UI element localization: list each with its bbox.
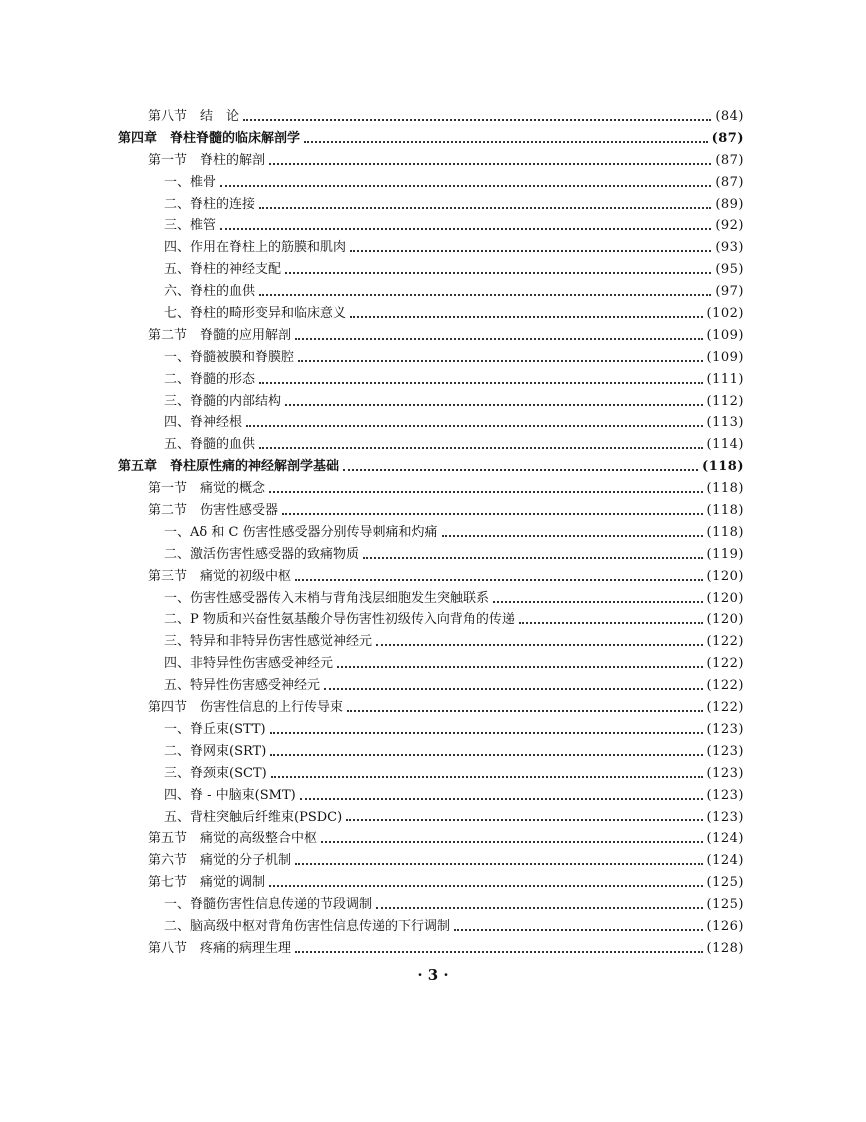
toc-subsection[interactable]	[118, 675, 744, 697]
toc-subsection[interactable]	[118, 347, 744, 369]
toc-entry-title: 二、脊网束(SRT)	[164, 743, 267, 759]
toc-chapter[interactable]	[118, 128, 744, 150]
dot-leader	[442, 535, 703, 537]
toc-entry-page: (109)	[706, 349, 744, 365]
toc-entry-page: (109)	[706, 327, 744, 343]
toc-entry-page: (112)	[706, 393, 744, 409]
toc-entry-page: (122)	[706, 634, 744, 650]
toc-entry-title: 二、脊髓的形态	[164, 371, 256, 387]
toc-entry-page: (89)	[715, 196, 744, 212]
toc-entry-page: (102)	[706, 306, 744, 322]
toc-subsection[interactable]	[118, 434, 744, 456]
toc-subsection[interactable]	[118, 281, 744, 303]
dot-leader	[519, 622, 703, 624]
toc-entry-title: 第四节 伤害性信息的上行传导束	[148, 700, 344, 716]
toc-subsection[interactable]	[118, 588, 744, 610]
dot-leader	[454, 929, 703, 931]
toc-entry-page: (118)	[706, 503, 744, 519]
toc-entry-page: (123)	[706, 809, 744, 825]
toc-entry-page: (122)	[706, 700, 744, 716]
toc-entry-title: 四、脊 - 中脑束(SMT)	[164, 787, 296, 803]
toc-entry-page: (87)	[715, 174, 744, 190]
toc-section[interactable]	[118, 938, 744, 960]
toc-section[interactable]	[118, 850, 744, 872]
toc-subsection[interactable]	[118, 631, 744, 653]
toc-section[interactable]	[118, 106, 744, 128]
toc-subsection[interactable]	[118, 894, 744, 916]
toc-entry-title: 第一节 脊柱的解剖	[148, 152, 266, 168]
toc-entry-page: (128)	[706, 940, 744, 956]
toc-entry-page: (93)	[715, 240, 744, 256]
dot-leader	[300, 798, 703, 800]
toc-entry-title: 三、椎管	[164, 218, 217, 234]
toc-entry-title: 三、脊髓的内部结构	[164, 393, 282, 409]
toc-entry-title: 第一节 痛觉的概念	[148, 481, 266, 497]
toc-section[interactable]	[118, 325, 744, 347]
toc-entry-page: (122)	[706, 678, 744, 694]
toc-entry-page: (111)	[706, 371, 744, 387]
dot-leader	[270, 732, 703, 734]
toc-entry-title: 一、脊丘束(STT)	[164, 721, 266, 737]
toc-entry-page: (84)	[715, 109, 744, 124]
toc-section[interactable]	[118, 828, 744, 850]
dot-leader	[259, 294, 711, 296]
dot-leader	[243, 119, 711, 121]
toc-entry-page: (124)	[706, 853, 744, 869]
dot-leader	[285, 272, 711, 274]
toc-entry-page: (118)	[702, 459, 744, 475]
toc-entry-title: 二、激活伤害性感受器的致痛物质	[164, 546, 360, 562]
toc-subsection[interactable]	[118, 369, 744, 391]
toc-entry-page: (95)	[715, 262, 744, 278]
toc-chapter[interactable]	[118, 456, 744, 478]
toc-subsection[interactable]	[118, 194, 744, 216]
dot-leader	[376, 644, 703, 646]
dot-leader	[350, 316, 703, 318]
dot-leader	[295, 951, 703, 953]
dot-leader	[337, 666, 703, 668]
toc-entry-page: (120)	[706, 568, 744, 584]
toc-entry-title: 五、脊柱的神经支配	[164, 262, 282, 278]
toc-entry-page: (126)	[706, 918, 744, 934]
toc-entry-title: 五、背柱突触后纤维束(PSDC)	[164, 809, 343, 825]
toc-section[interactable]	[118, 150, 744, 172]
toc-entry-page: (97)	[715, 284, 744, 300]
toc-subsection[interactable]	[118, 609, 744, 631]
toc-entry-title: 一、伤害性感受器传入末梢与背角浅层细胞发生突触联系	[164, 590, 490, 606]
toc-entry-title: 第五节 痛觉的高级整合中枢	[148, 831, 318, 847]
toc-entry-title: 第二节 伤害性感受器	[148, 503, 279, 519]
toc-entry-page: (118)	[706, 481, 744, 497]
toc-subsection[interactable]	[118, 719, 744, 741]
toc-entry-page: (125)	[706, 897, 744, 913]
toc-subsection[interactable]	[118, 807, 744, 829]
toc-subsection[interactable]	[118, 544, 744, 566]
toc-entry-title: 一、Aδ 和 C 伤害性感受器分别传导刺痛和灼痛	[164, 524, 438, 540]
toc-subsection[interactable]	[118, 303, 744, 325]
toc-entry-title: 七、脊柱的畸形变异和临床意义	[164, 306, 347, 322]
dot-leader	[295, 863, 703, 865]
page-number: · 3 ·	[417, 966, 449, 984]
dot-leader	[376, 907, 703, 909]
dot-leader	[295, 579, 703, 581]
toc-entry-page: (92)	[715, 218, 744, 234]
toc-entry-title: 四、非特异性伤害感受神经元	[164, 656, 334, 672]
dot-leader	[295, 338, 703, 340]
toc-entry-title: 五、特异性伤害感受神经元	[164, 678, 321, 694]
toc-subsection[interactable]	[118, 916, 744, 938]
dot-leader	[282, 513, 703, 515]
toc-entry-title: 第七节 痛觉的调制	[148, 875, 266, 891]
dot-leader	[269, 491, 703, 493]
toc-entry-title: 第八节 疼痛的病理生理	[148, 940, 292, 956]
toc-subsection[interactable]	[118, 741, 744, 763]
dot-leader	[259, 207, 711, 209]
toc-entry-page: (114)	[706, 437, 744, 453]
toc-entry-title: 二、脑高级中枢对背角伤害性信息传递的下行调制	[164, 918, 451, 934]
toc-entry-page: (123)	[706, 721, 744, 737]
toc-entry-title: 四、脊神经根	[164, 415, 243, 431]
toc-entry-title: 第六节 痛觉的分子机制	[148, 853, 292, 869]
toc-subsection[interactable]	[118, 215, 744, 237]
toc-entry-title: 四、作用在脊柱上的筋膜和肌肉	[164, 240, 347, 256]
toc-subsection[interactable]	[118, 763, 744, 785]
dot-leader	[269, 163, 711, 165]
dot-leader	[246, 425, 703, 427]
dot-leader	[346, 819, 702, 821]
toc-entry-page: (123)	[706, 765, 744, 781]
toc-entry-title: 一、椎骨	[164, 174, 217, 190]
toc-entry-title: 五、脊髓的血供	[164, 437, 256, 453]
toc-entry-page: (123)	[706, 743, 744, 759]
toc-subsection[interactable]	[118, 522, 744, 544]
toc-subsection[interactable]	[118, 412, 744, 434]
toc-entry-page: (123)	[706, 787, 744, 803]
dot-leader	[285, 404, 703, 406]
toc-entry-page: (119)	[706, 546, 744, 562]
dot-leader	[271, 776, 703, 778]
dot-leader	[363, 557, 703, 559]
dot-leader	[324, 688, 703, 690]
toc-entry-page: (120)	[706, 612, 744, 628]
table-of-contents	[118, 106, 744, 960]
dot-leader	[304, 141, 708, 143]
toc-subsection[interactable]	[118, 785, 744, 807]
toc-entry-page: (87)	[711, 130, 744, 146]
toc-entry-title: 第八节 结 论	[148, 109, 240, 124]
toc-entry-title: 三、脊颈束(SCT)	[164, 765, 267, 781]
toc-section[interactable]	[118, 697, 744, 719]
toc-entry-title: 二、P 物质和兴奋性氨基酸介导伤害性初级传入向背角的传递	[164, 612, 515, 628]
dot-leader	[493, 601, 703, 603]
toc-entry-title: 第五章 脊柱原性痛的神经解剖学基础	[118, 459, 340, 475]
toc-entry-page: (113)	[706, 415, 744, 431]
dot-leader	[347, 710, 703, 712]
toc-section[interactable]	[118, 566, 744, 588]
toc-entry-title: 三、特异和非特异伤害性感觉神经元	[164, 634, 373, 650]
toc-entry-page: (125)	[706, 875, 744, 891]
toc-entry-title: 第四章 脊柱脊髓的临床解剖学	[118, 130, 301, 146]
toc-subsection[interactable]	[118, 653, 744, 675]
toc-subsection[interactable]	[118, 391, 744, 413]
dot-leader	[269, 885, 703, 887]
toc-entry-title: 一、脊髓被膜和脊膜腔	[164, 349, 295, 365]
toc-entry-title: 二、脊柱的连接	[164, 196, 256, 212]
dot-leader	[298, 360, 703, 362]
dot-leader	[220, 228, 711, 230]
dot-leader	[259, 382, 703, 384]
dot-leader	[350, 250, 711, 252]
dot-leader	[259, 447, 703, 449]
toc-section[interactable]	[118, 500, 744, 522]
toc-entry-page: (87)	[715, 152, 744, 168]
toc-subsection[interactable]	[118, 237, 744, 259]
toc-entry-page: (120)	[706, 590, 744, 606]
dot-leader	[220, 185, 711, 187]
toc-entry-title: 第三节 痛觉的初级中枢	[148, 568, 292, 584]
toc-subsection[interactable]	[118, 259, 744, 281]
toc-section[interactable]	[118, 478, 744, 500]
toc-entry-title: 第二节 脊髓的应用解剖	[148, 327, 292, 343]
dot-leader	[343, 469, 698, 471]
toc-entry-title: 一、脊髓伤害性信息传递的节段调制	[164, 897, 373, 913]
dot-leader	[270, 754, 702, 756]
toc-entry-page: (122)	[706, 656, 744, 672]
toc-entry-page: (124)	[706, 831, 744, 847]
dot-leader	[321, 841, 703, 843]
toc-entry-page: (118)	[706, 524, 744, 540]
toc-entry-title: 六、脊柱的血供	[164, 284, 256, 300]
toc-subsection[interactable]	[118, 172, 744, 194]
toc-section[interactable]	[118, 872, 744, 894]
